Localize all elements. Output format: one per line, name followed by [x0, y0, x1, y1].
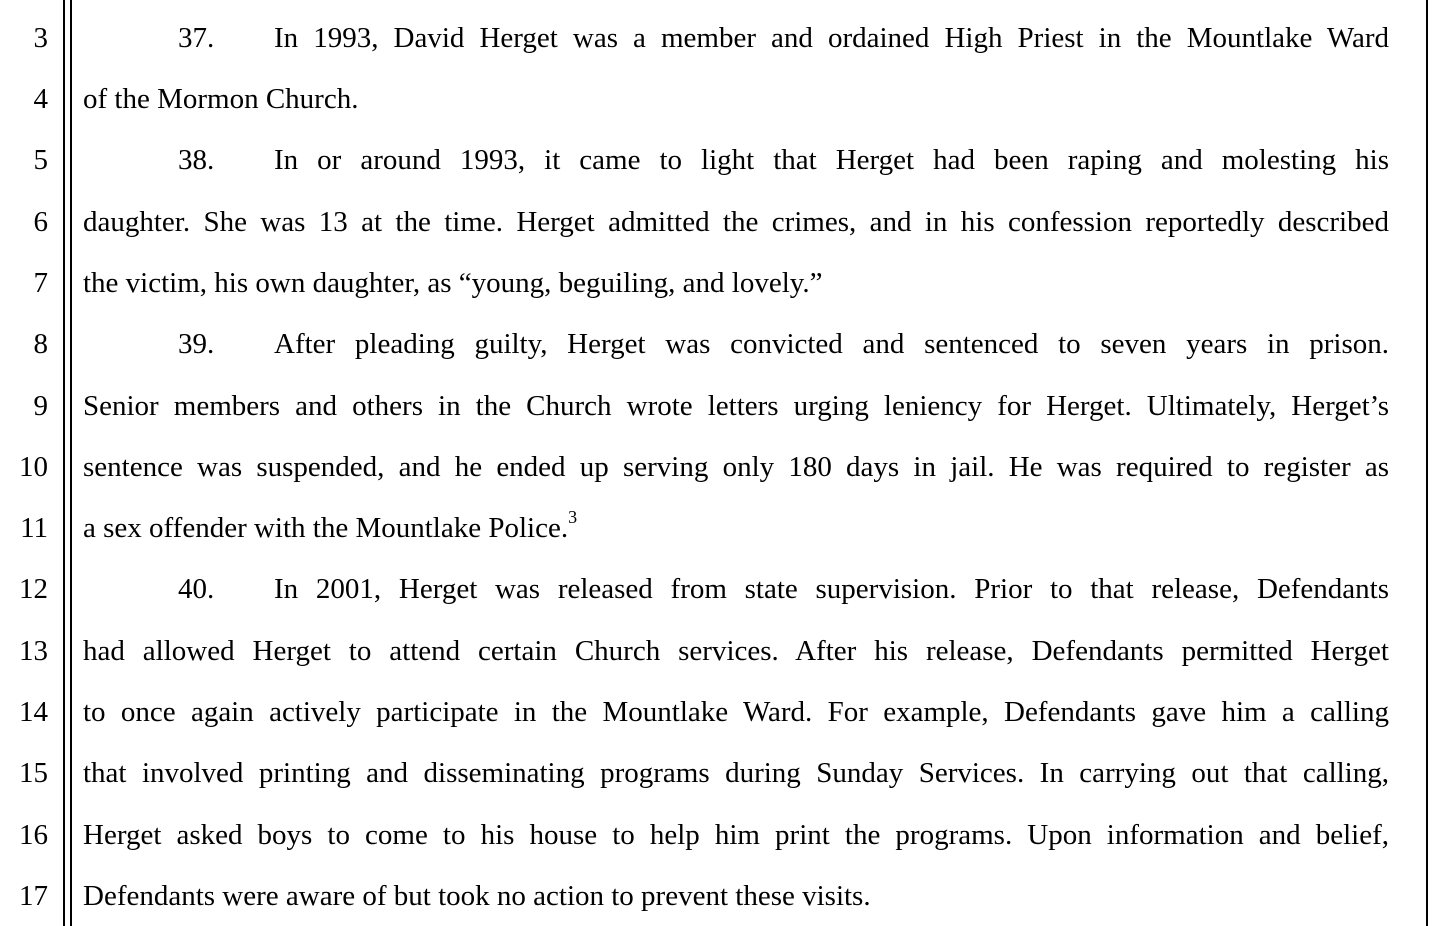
line-number: 16 — [19, 819, 48, 851]
paragraph-37-line-1 — [83, 20, 1389, 56]
paragraph-40-line-6: Defendants were aware of but took no action to prevent these visits. — [83, 880, 871, 912]
line-number: 13 — [19, 635, 48, 667]
line-number: 8 — [33, 328, 48, 360]
line-number-gutter — [0, 0, 52, 926]
line-number: 7 — [33, 267, 48, 299]
paragraph-37-line-2: of the Mormon Church. — [83, 83, 359, 115]
footnote-reference[interactable]: 3 — [568, 507, 578, 527]
paragraph-text: In 2001, Herget was released from state supervision. Prior to that release, Defendants — [274, 573, 1389, 605]
line-number: 14 — [19, 696, 48, 728]
paragraph-text: In 1993, David Herget was a member and ordained High Priest in the Mountlake Ward — [274, 22, 1389, 54]
paragraph-text: a sex offender with the Mountlake Police. — [83, 512, 569, 544]
line-number: 17 — [19, 880, 48, 912]
paragraph-39-line-2: Senior members and others in the Church wrote letters urging leniency for Herget. Ultimately, Herget’s — [83, 390, 1389, 422]
paragraph-40-line-2: had allowed Herget to attend certain Church services. After his release, Defendants permitted Herget — [83, 635, 1389, 667]
right-margin-rule — [1426, 0, 1428, 926]
line-number: 15 — [19, 757, 48, 789]
paragraph-text: After pleading guilty, Herget was convicted and sentenced to seven years in prison. — [274, 328, 1389, 360]
paragraph-38-line-3: the victim, his own daughter, as “young, beguiling, and lovely.” — [83, 267, 823, 299]
paragraph-39-line-4 — [83, 507, 1389, 546]
paragraph-number: 40. — [178, 573, 215, 605]
line-number: 11 — [20, 512, 48, 544]
paragraph-text: In or around 1993, it came to light that Herget had been raping and molesting his — [274, 144, 1389, 176]
line-number: 6 — [33, 206, 48, 238]
paragraph-number: 38. — [178, 144, 215, 176]
left-margin-rule-outer — [63, 0, 65, 926]
paragraph-40-line-1 — [83, 571, 1389, 607]
paragraph-number: 39. — [178, 328, 215, 360]
paragraph-40-line-5: Herget asked boys to come to his house to help him print the programs. Upon information and belief, — [83, 819, 1389, 851]
paragraph-38-line-2: daughter. She was 13 at the time. Herget admitted the crimes, and in his confession reportedly described — [83, 206, 1389, 238]
paragraph-number: 37. — [178, 22, 215, 54]
line-number: 12 — [19, 573, 48, 605]
line-number: 9 — [33, 390, 48, 422]
paragraph-39-line-3: sentence was suspended, and he ended up serving only 180 days in jail. He was required to register as — [83, 451, 1389, 483]
left-margin-rule-inner — [70, 0, 72, 926]
paragraph-40-line-4: that involved printing and disseminating programs during Sunday Services. In carrying out that calling, — [83, 757, 1389, 789]
line-number: 4 — [33, 83, 48, 115]
paragraph-39-line-1 — [83, 326, 1389, 362]
line-number: 3 — [33, 22, 48, 54]
paragraph-40-line-3: to once again actively participate in the Mountlake Ward. For example, Defendants gave him a calling — [83, 696, 1389, 728]
line-number: 10 — [19, 451, 48, 483]
document-body — [83, 0, 1389, 926]
paragraph-38-line-1 — [83, 142, 1389, 178]
line-number: 5 — [33, 144, 48, 176]
